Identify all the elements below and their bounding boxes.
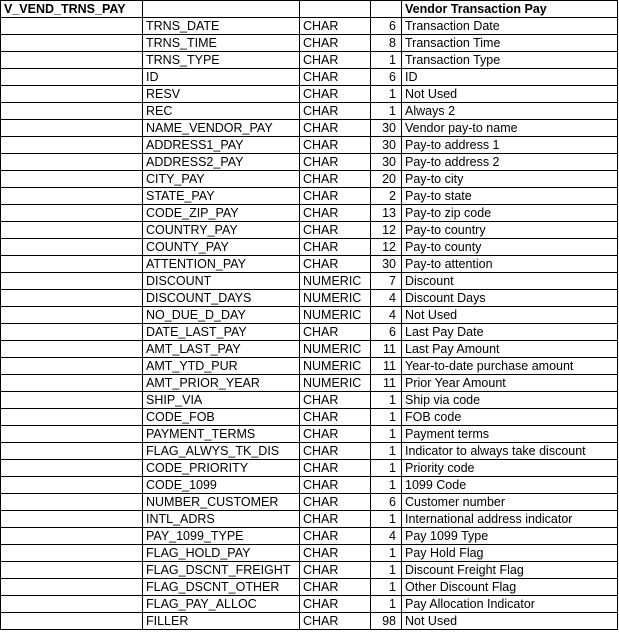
- field-name-cell: ATTENTION_PAY: [143, 256, 300, 273]
- data-type-cell: CHAR: [300, 52, 371, 69]
- blank-cell: [1, 103, 143, 120]
- field-name-cell: AMT_LAST_PAY: [143, 341, 300, 358]
- field-name-cell: CODE_FOB: [143, 409, 300, 426]
- description-cell: Other Discount Flag: [402, 579, 618, 596]
- field-name-cell: INTL_ADRS: [143, 511, 300, 528]
- blank-cell: [1, 409, 143, 426]
- data-type-cell: CHAR: [300, 392, 371, 409]
- description-cell: Not Used: [402, 307, 618, 324]
- table-row: [1, 358, 618, 375]
- length-cell: 20: [371, 171, 402, 188]
- table-row: [1, 205, 618, 222]
- field-name-cell: FLAG_ALWYS_TK_DIS: [143, 443, 300, 460]
- data-type-cell: CHAR: [300, 426, 371, 443]
- table-description-cell: Vendor Transaction Pay: [402, 1, 618, 18]
- blank-cell: [1, 426, 143, 443]
- data-type-cell: CHAR: [300, 137, 371, 154]
- description-cell: Pay-to county: [402, 239, 618, 256]
- blank-cell: [1, 613, 143, 630]
- length-cell: 1: [371, 477, 402, 494]
- length-cell: 1: [371, 579, 402, 596]
- blank-cell: [1, 341, 143, 358]
- table-row: [1, 69, 618, 86]
- description-cell: Last Pay Date: [402, 324, 618, 341]
- blank-cell: [1, 511, 143, 528]
- description-cell: Vendor pay-to name: [402, 120, 618, 137]
- length-cell: 1: [371, 562, 402, 579]
- description-cell: Discount Days: [402, 290, 618, 307]
- length-cell: 7: [371, 273, 402, 290]
- field-name-cell: FLAG_HOLD_PAY: [143, 545, 300, 562]
- table-row: [1, 596, 618, 613]
- description-cell: Pay-to country: [402, 222, 618, 239]
- blank-cell: [1, 358, 143, 375]
- table-row: [1, 188, 618, 205]
- data-type-cell: NUMERIC: [300, 341, 371, 358]
- length-cell: 30: [371, 137, 402, 154]
- length-cell: 30: [371, 120, 402, 137]
- field-name-cell: CITY_PAY: [143, 171, 300, 188]
- table-row: [1, 392, 618, 409]
- length-cell: 4: [371, 307, 402, 324]
- data-type-cell: NUMERIC: [300, 290, 371, 307]
- data-type-cell: CHAR: [300, 154, 371, 171]
- table-row: [1, 579, 618, 596]
- description-cell: Payment terms: [402, 426, 618, 443]
- table-row: [1, 256, 618, 273]
- table-row: [1, 120, 618, 137]
- blank-cell: [1, 18, 143, 35]
- length-cell: 11: [371, 341, 402, 358]
- field-name-cell: DISCOUNT_DAYS: [143, 290, 300, 307]
- length-cell: 98: [371, 613, 402, 630]
- description-cell: Pay-to zip code: [402, 205, 618, 222]
- data-type-cell: CHAR: [300, 528, 371, 545]
- blank-cell: [1, 477, 143, 494]
- blank-cell: [1, 69, 143, 86]
- table-row: [1, 137, 618, 154]
- length-cell: 1: [371, 443, 402, 460]
- table-row: [1, 528, 618, 545]
- length-cell: 12: [371, 222, 402, 239]
- length-cell: 1: [371, 409, 402, 426]
- length-cell: 1: [371, 460, 402, 477]
- length-cell: 6: [371, 324, 402, 341]
- field-name-cell: NO_DUE_D_DAY: [143, 307, 300, 324]
- table-row: [1, 35, 618, 52]
- length-cell: 4: [371, 528, 402, 545]
- description-cell: Pay Hold Flag: [402, 545, 618, 562]
- data-type-cell: NUMERIC: [300, 375, 371, 392]
- table-row: [1, 52, 618, 69]
- header-empty-cell: [371, 1, 402, 18]
- table-row: [1, 477, 618, 494]
- description-cell: Pay-to state: [402, 188, 618, 205]
- data-type-cell: CHAR: [300, 239, 371, 256]
- field-name-cell: PAYMENT_TERMS: [143, 426, 300, 443]
- description-cell: Pay-to attention: [402, 256, 618, 273]
- description-cell: Priority code: [402, 460, 618, 477]
- data-type-cell: CHAR: [300, 35, 371, 52]
- field-name-cell: CODE_PRIORITY: [143, 460, 300, 477]
- blank-cell: [1, 579, 143, 596]
- table-row: [1, 443, 618, 460]
- length-cell: 1: [371, 426, 402, 443]
- blank-cell: [1, 443, 143, 460]
- description-cell: International address indicator: [402, 511, 618, 528]
- blank-cell: [1, 205, 143, 222]
- field-name-cell: FLAG_DSCNT_OTHER: [143, 579, 300, 596]
- header-empty-cell: [300, 1, 371, 18]
- length-cell: 30: [371, 154, 402, 171]
- description-cell: Always 2: [402, 103, 618, 120]
- length-cell: 1: [371, 596, 402, 613]
- table-row: [1, 171, 618, 188]
- table-row: [1, 409, 618, 426]
- table-row: [1, 273, 618, 290]
- data-type-cell: CHAR: [300, 103, 371, 120]
- length-cell: 11: [371, 358, 402, 375]
- field-name-cell: TRNS_DATE: [143, 18, 300, 35]
- description-cell: Pay-to address 1: [402, 137, 618, 154]
- description-cell: Pay 1099 Type: [402, 528, 618, 545]
- field-name-cell: SHIP_VIA: [143, 392, 300, 409]
- length-cell: 6: [371, 69, 402, 86]
- description-cell: Pay-to address 2: [402, 154, 618, 171]
- field-name-cell: NUMBER_CUSTOMER: [143, 494, 300, 511]
- field-name-cell: PAY_1099_TYPE: [143, 528, 300, 545]
- description-cell: Transaction Type: [402, 52, 618, 69]
- table-row: [1, 324, 618, 341]
- field-name-cell: FLAG_DSCNT_FREIGHT: [143, 562, 300, 579]
- blank-cell: [1, 222, 143, 239]
- blank-cell: [1, 290, 143, 307]
- data-type-cell: CHAR: [300, 443, 371, 460]
- field-name-cell: RESV: [143, 86, 300, 103]
- blank-cell: [1, 460, 143, 477]
- blank-cell: [1, 120, 143, 137]
- field-name-cell: CODE_ZIP_PAY: [143, 205, 300, 222]
- description-cell: Pay Allocation Indicator: [402, 596, 618, 613]
- field-name-cell: ADDRESS1_PAY: [143, 137, 300, 154]
- length-cell: 30: [371, 256, 402, 273]
- blank-cell: [1, 239, 143, 256]
- description-cell: Prior Year Amount: [402, 375, 618, 392]
- description-cell: Ship via code: [402, 392, 618, 409]
- table-row: [1, 307, 618, 324]
- blank-cell: [1, 528, 143, 545]
- blank-cell: [1, 86, 143, 103]
- data-type-cell: CHAR: [300, 171, 371, 188]
- data-type-cell: NUMERIC: [300, 358, 371, 375]
- length-cell: 6: [371, 18, 402, 35]
- table-row: [1, 290, 618, 307]
- table-name-cell: V_VEND_TRNS_PAY: [1, 1, 143, 18]
- data-type-cell: CHAR: [300, 324, 371, 341]
- description-cell: Discount: [402, 273, 618, 290]
- description-cell: Last Pay Amount: [402, 341, 618, 358]
- length-cell: 1: [371, 103, 402, 120]
- description-cell: Discount Freight Flag: [402, 562, 618, 579]
- field-name-cell: AMT_YTD_PUR: [143, 358, 300, 375]
- data-type-cell: CHAR: [300, 613, 371, 630]
- table-row: [1, 222, 618, 239]
- field-name-cell: ID: [143, 69, 300, 86]
- data-type-cell: CHAR: [300, 69, 371, 86]
- data-type-cell: NUMERIC: [300, 273, 371, 290]
- field-name-cell: CODE_1099: [143, 477, 300, 494]
- header-empty-cell: [143, 1, 300, 18]
- data-type-cell: NUMERIC: [300, 307, 371, 324]
- length-cell: 2: [371, 188, 402, 205]
- blank-cell: [1, 494, 143, 511]
- data-type-cell: CHAR: [300, 188, 371, 205]
- description-cell: Transaction Time: [402, 35, 618, 52]
- blank-cell: [1, 154, 143, 171]
- table-row: [1, 86, 618, 103]
- data-type-cell: CHAR: [300, 545, 371, 562]
- length-cell: 1: [371, 511, 402, 528]
- data-type-cell: CHAR: [300, 511, 371, 528]
- field-name-cell: REC: [143, 103, 300, 120]
- description-cell: ID: [402, 69, 618, 86]
- table-row: [1, 239, 618, 256]
- field-name-cell: STATE_PAY: [143, 188, 300, 205]
- table-row: [1, 494, 618, 511]
- description-cell: Not Used: [402, 86, 618, 103]
- length-cell: 8: [371, 35, 402, 52]
- data-type-cell: CHAR: [300, 460, 371, 477]
- data-type-cell: CHAR: [300, 596, 371, 613]
- table-row: [1, 562, 618, 579]
- blank-cell: [1, 375, 143, 392]
- length-cell: 1: [371, 392, 402, 409]
- header-row: [1, 1, 618, 18]
- data-type-cell: CHAR: [300, 256, 371, 273]
- table-row: [1, 375, 618, 392]
- data-type-cell: CHAR: [300, 205, 371, 222]
- blank-cell: [1, 35, 143, 52]
- length-cell: 12: [371, 239, 402, 256]
- field-name-cell: ADDRESS2_PAY: [143, 154, 300, 171]
- field-name-cell: AMT_PRIOR_YEAR: [143, 375, 300, 392]
- description-cell: Indicator to always take discount: [402, 443, 618, 460]
- data-type-cell: CHAR: [300, 120, 371, 137]
- length-cell: 13: [371, 205, 402, 222]
- table-row: [1, 426, 618, 443]
- field-name-cell: TRNS_TYPE: [143, 52, 300, 69]
- length-cell: 1: [371, 545, 402, 562]
- table-row: [1, 341, 618, 358]
- blank-cell: [1, 256, 143, 273]
- description-cell: Customer number: [402, 494, 618, 511]
- description-cell: Year-to-date purchase amount: [402, 358, 618, 375]
- description-cell: Transaction Date: [402, 18, 618, 35]
- table-row: [1, 103, 618, 120]
- length-cell: 1: [371, 52, 402, 69]
- data-type-cell: CHAR: [300, 562, 371, 579]
- description-cell: Not Used: [402, 613, 618, 630]
- blank-cell: [1, 137, 143, 154]
- blank-cell: [1, 596, 143, 613]
- table-row: [1, 613, 618, 630]
- table-row: [1, 511, 618, 528]
- length-cell: 1: [371, 86, 402, 103]
- blank-cell: [1, 188, 143, 205]
- table-row: [1, 18, 618, 35]
- length-cell: 6: [371, 494, 402, 511]
- data-type-cell: CHAR: [300, 409, 371, 426]
- field-name-cell: FILLER: [143, 613, 300, 630]
- blank-cell: [1, 171, 143, 188]
- data-type-cell: CHAR: [300, 86, 371, 103]
- data-type-cell: CHAR: [300, 18, 371, 35]
- data-type-cell: CHAR: [300, 494, 371, 511]
- description-cell: FOB code: [402, 409, 618, 426]
- blank-cell: [1, 562, 143, 579]
- blank-cell: [1, 273, 143, 290]
- field-name-cell: COUNTRY_PAY: [143, 222, 300, 239]
- table-row: [1, 460, 618, 477]
- blank-cell: [1, 392, 143, 409]
- length-cell: 4: [371, 290, 402, 307]
- description-cell: Pay-to city: [402, 171, 618, 188]
- blank-cell: [1, 545, 143, 562]
- description-cell: 1099 Code: [402, 477, 618, 494]
- blank-cell: [1, 324, 143, 341]
- data-type-cell: CHAR: [300, 579, 371, 596]
- field-name-cell: NAME_VENDOR_PAY: [143, 120, 300, 137]
- length-cell: 11: [371, 375, 402, 392]
- data-type-cell: CHAR: [300, 477, 371, 494]
- table-row: [1, 154, 618, 171]
- field-name-cell: FLAG_PAY_ALLOC: [143, 596, 300, 613]
- field-name-cell: TRNS_TIME: [143, 35, 300, 52]
- field-name-cell: DATE_LAST_PAY: [143, 324, 300, 341]
- table-row: [1, 545, 618, 562]
- data-type-cell: CHAR: [300, 222, 371, 239]
- field-name-cell: COUNTY_PAY: [143, 239, 300, 256]
- blank-cell: [1, 307, 143, 324]
- field-name-cell: DISCOUNT: [143, 273, 300, 290]
- blank-cell: [1, 52, 143, 69]
